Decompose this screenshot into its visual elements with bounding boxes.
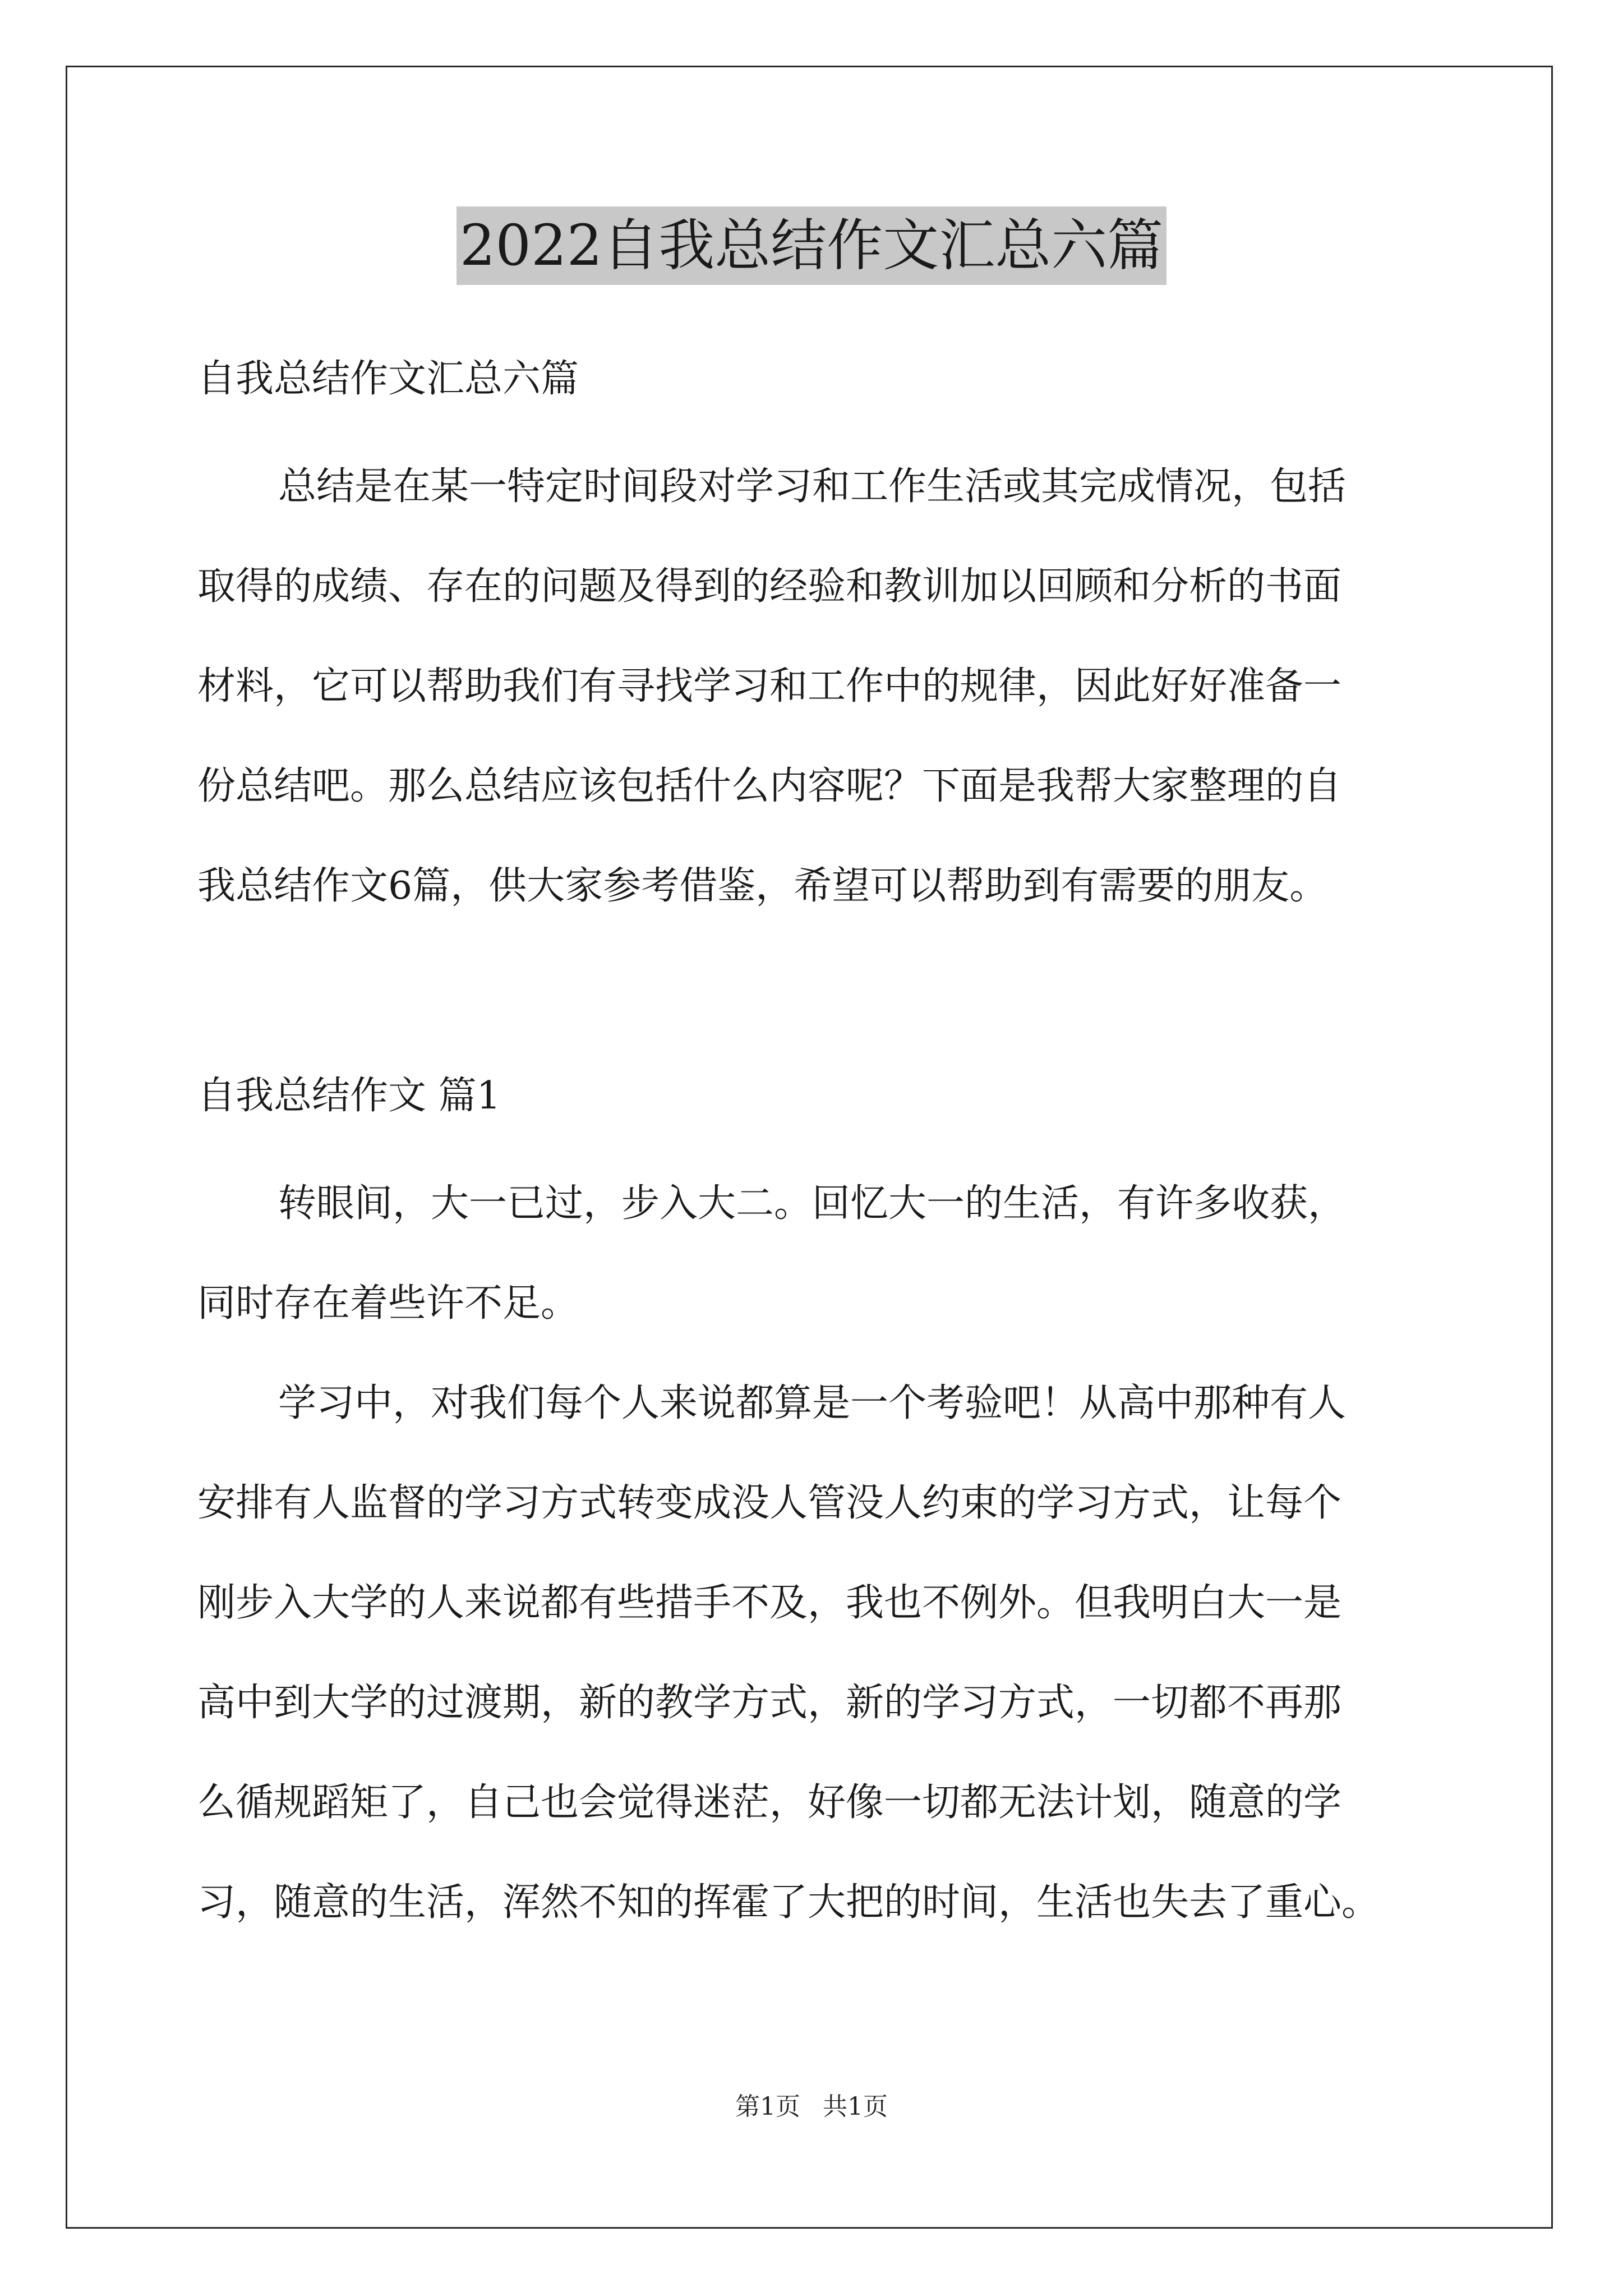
total-pages: 共1页 (823, 2092, 888, 2121)
paragraph-line: 习，随意的生活，浑然不知的挥霍了大把的时间，生活也失去了重心。 (197, 1880, 1380, 1925)
paragraph-line: 安排有人监督的学习方式转变成没人管没人约束的学习方式，让每个 (197, 1481, 1342, 1525)
paragraph-line: 么循规蹈矩了，自己也会觉得迷茫，好像一切都无法计划，随意的学 (197, 1780, 1342, 1825)
page-footer (0, 2090, 1623, 2124)
document-title: 2022自我总结作文汇总六篇 (457, 206, 1167, 285)
paragraph-line: 刚步入大学的人来说都有些措手不及，我也不例外。但我明白大一是 (197, 1581, 1342, 1625)
section-heading: 自我总结作文 篇1 (197, 1074, 501, 1118)
document-subtitle: 自我总结作文汇总六篇 (197, 357, 579, 401)
intro-line-2: 取得的成绩、存在的问题及得到的经验和教训加以回顾和分析的书面 (197, 564, 1342, 609)
title-area (0, 206, 1623, 285)
paragraph-line: 同时存在着些许不足。 (197, 1281, 579, 1326)
intro-line-1: 总结是在某一特定时间段对学习和工作生活或其完成情况，包括 (278, 464, 1347, 509)
paragraph-line: 转眼间，大一已过，步入大二。回忆大一的生活，有许多收获， (278, 1181, 1347, 1226)
intro-line-4: 份总结吧。那么总结应该包括什么内容呢？下面是我帮大家整理的自 (197, 764, 1342, 808)
intro-line-3: 材料，它可以帮助我们有寻找学习和工作中的规律，因此好好准备一 (197, 664, 1342, 708)
intro-line-5: 我总结作文6篇，供大家参考借鉴，希望可以帮助到有需要的朋友。 (197, 864, 1328, 908)
page-number: 第1页 (735, 2092, 800, 2121)
paragraph-line: 学习中，对我们每个人来说都算是一个考验吧！从高中那种有人 (278, 1381, 1347, 1425)
paragraph-line: 高中到大学的过渡期，新的教学方式，新的学习方式，一切都不再那 (197, 1681, 1342, 1725)
